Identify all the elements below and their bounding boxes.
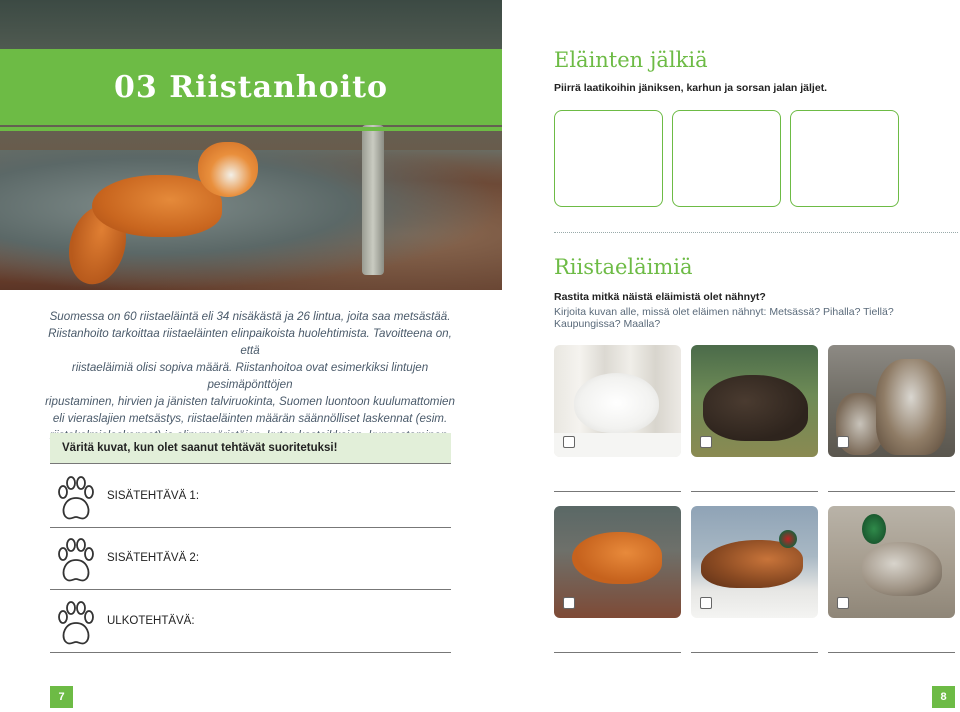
chapter-title-band: [0, 49, 502, 125]
paw-icon: [55, 599, 97, 647]
intro-text: Suomessa on 60 riistaeläintä eli 34 nisäkästä ja 26 lintua, joita saa metsästää. Riistanhoito tarkoittaa riistaeläinten elinpaikoista huolehtimista. Tavoitteena on, että riistaeläimiä olisi sopiva määrä. Riistanhoitoa ovat esimerkiksi lintujen pesimäpönttöjen ripustaminen, hirvien ja jänisten talviruokinta, Suomen luontoon kuulumattomien eli vieraslajien metsästys, riistaeläinten määrän säännölliset laskennat (esim.: [45, 310, 455, 425]
paw-icon: [55, 474, 97, 522]
pheasant-photo: [691, 506, 818, 618]
fox-photo: [554, 506, 681, 618]
seen-checkbox-fox[interactable]: [563, 597, 575, 609]
seen-checkbox-bear[interactable]: [700, 436, 712, 448]
game-animals-title: Riistaeläimiä: [554, 255, 693, 279]
answer-line-fox[interactable]: [554, 652, 681, 653]
color-task-banner: Väritä kuvat, kun olet saanut tehtävät suoritetuksi!: [50, 433, 451, 464]
seen-checkbox-mallard[interactable]: [837, 597, 849, 609]
tracks-title: Eläinten jälkiä: [554, 48, 708, 72]
answer-line-hare[interactable]: [554, 491, 681, 492]
page-number-right: 8: [932, 686, 955, 708]
chapter-title: 03 Riistanhoito: [114, 69, 388, 105]
task-label: ULKOTEHTÄVÄ:: [107, 615, 195, 627]
answer-line-pheasant[interactable]: [691, 652, 818, 653]
bear-photo: [691, 345, 818, 457]
answer-line-bear[interactable]: [691, 491, 818, 492]
track-drawing-box-2[interactable]: [672, 110, 781, 207]
track-drawing-box-3[interactable]: [790, 110, 899, 207]
task-row-outdoor[interactable]: [50, 591, 451, 653]
right-page: [502, 0, 960, 712]
track-drawing-box-1[interactable]: [554, 110, 663, 207]
seen-checkbox-moose[interactable]: [837, 436, 849, 448]
tracks-instruction: Piirrä laatikoihin jäniksen, karhun ja sorsan jalan jäljet.: [554, 82, 828, 94]
task-label: SISÄTEHTÄVÄ 2:: [107, 552, 200, 564]
task-row-indoor-2[interactable]: [50, 528, 451, 590]
fox-hero-photo: [0, 0, 502, 290]
game-instruction-bold: Rastita mitkä näistä eläimistä olet nähnyt?: [554, 291, 766, 303]
section-divider: [554, 232, 958, 233]
hare-photo: [554, 345, 681, 457]
game-instruction: Kirjoita kuvan alle, missä olet eläimen nähnyt: Metsässä? Pihalla? Tiellä? Kaupungissa? Maalla?: [554, 306, 894, 330]
seen-checkbox-pheasant[interactable]: [700, 597, 712, 609]
task-row-indoor-1[interactable]: [50, 466, 451, 528]
mallard-photo: [828, 506, 955, 618]
moose-photo: [828, 345, 955, 457]
task-label: SISÄTEHTÄVÄ 1:: [107, 490, 200, 502]
answer-line-moose[interactable]: [828, 491, 955, 492]
paw-icon: [55, 536, 97, 584]
page-number-left: 7: [50, 686, 73, 708]
answer-line-mallard[interactable]: [828, 652, 955, 653]
seen-checkbox-hare[interactable]: [563, 436, 575, 448]
